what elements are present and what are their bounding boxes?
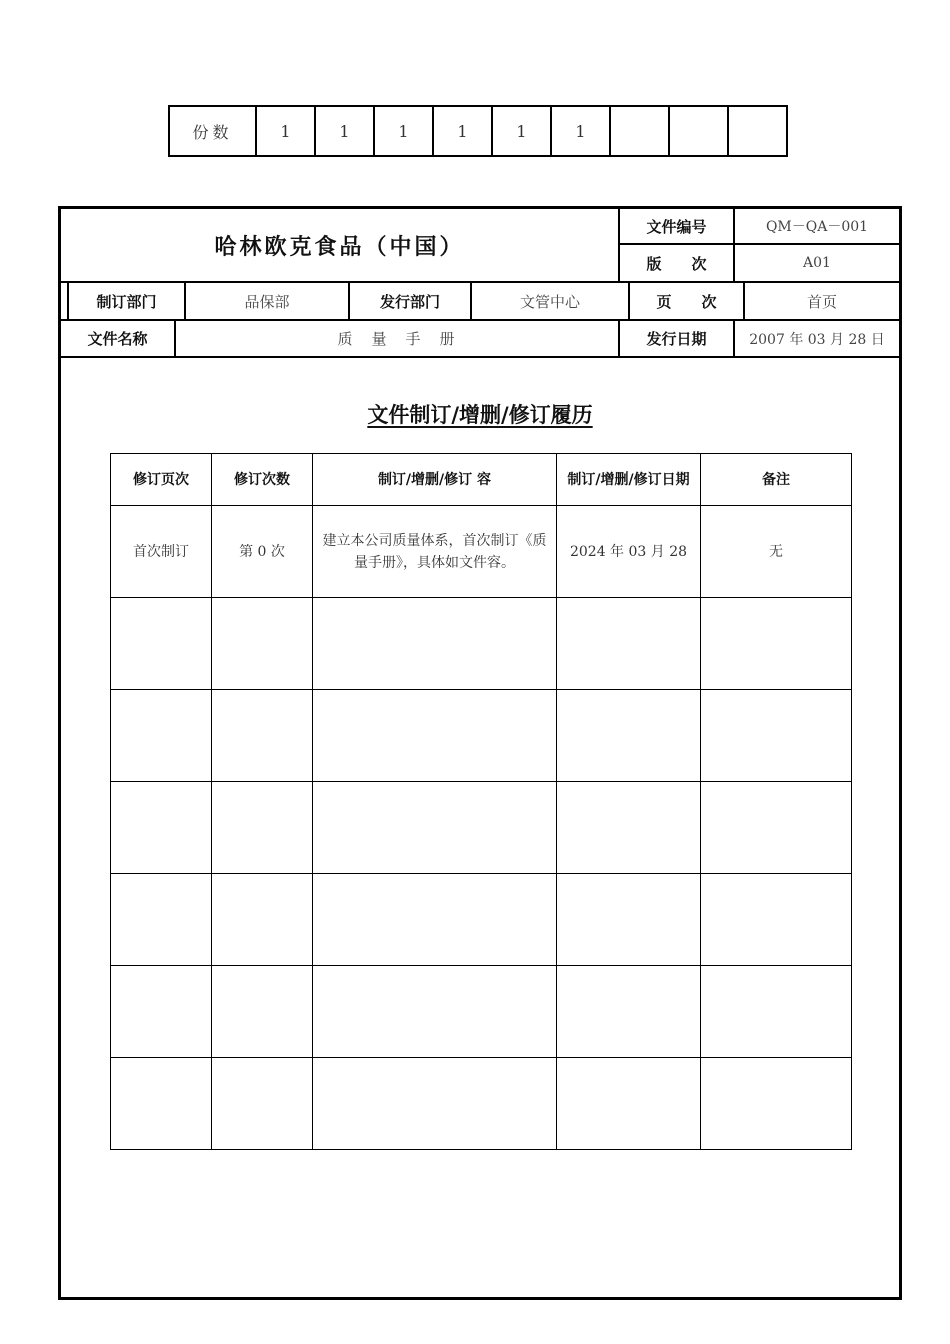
table-row <box>111 966 852 1058</box>
copies-cell <box>610 106 669 156</box>
table-row <box>111 782 852 874</box>
dept-value: 品保部 <box>186 283 350 319</box>
table-row <box>111 690 852 782</box>
table-cell <box>313 782 557 874</box>
copies-cell: 1 <box>433 106 492 156</box>
table-cell <box>111 782 212 874</box>
table-cell <box>701 874 852 966</box>
col-header: 制订/增删/修订日期 <box>557 454 701 506</box>
col-header: 修订次数 <box>212 454 313 506</box>
header-name-row <box>61 321 899 358</box>
copies-label: 份数 <box>169 106 256 156</box>
table-cell <box>701 598 852 690</box>
company-name: 哈林欧克食品（中国） <box>61 209 620 281</box>
table-cell <box>313 874 557 966</box>
issue-dept-value: 文管中心 <box>472 283 630 319</box>
page-value: 首页 <box>806 292 837 311</box>
table-cell <box>111 874 212 966</box>
history-table <box>110 453 852 1150</box>
issue-date-value: 2007 年 03 月 28 日 <box>749 331 885 348</box>
table-cell: 首次制订 <box>111 506 212 598</box>
table-row <box>111 506 852 598</box>
table-cell <box>212 598 313 690</box>
doc-no-label: 文件编号 <box>620 209 735 243</box>
table-cell <box>313 966 557 1058</box>
copies-cell <box>669 106 728 156</box>
table-cell <box>111 1058 212 1150</box>
table-row <box>111 598 852 690</box>
table-row <box>111 874 852 966</box>
table-cell <box>212 782 313 874</box>
table-cell <box>212 1058 313 1150</box>
col-header: 制订/增删/修订 容 <box>313 454 557 506</box>
table-cell <box>701 966 852 1058</box>
table-cell <box>701 782 852 874</box>
copies-cell: 1 <box>256 106 315 156</box>
table-cell <box>701 690 852 782</box>
document-frame <box>58 206 902 1300</box>
doc-no-value: QM－QA－001 <box>765 219 869 235</box>
copies-cell: 1 <box>374 106 433 156</box>
table-cell: 2024 年 03 月 28 <box>557 506 701 598</box>
page-label: 页 次 <box>630 283 745 319</box>
table-cell <box>313 690 557 782</box>
table-cell <box>111 690 212 782</box>
version-label: 版 次 <box>620 245 735 281</box>
table-cell <box>212 874 313 966</box>
dept-label: 制订部门 <box>69 283 186 319</box>
name-value: 质 量 手 册 <box>176 321 620 356</box>
table-cell <box>313 1058 557 1150</box>
table-row <box>111 1058 852 1150</box>
history-title-text: 文件制订/增删/修订履历 <box>367 403 593 427</box>
table-cell <box>557 1058 701 1150</box>
table-cell <box>701 1058 852 1150</box>
col-header: 备注 <box>701 454 852 506</box>
table-cell <box>557 782 701 874</box>
table-cell: 建立本公司质量体系，首次制订《质量手册》，具体如文件容。 <box>313 506 557 598</box>
copies-cell <box>728 106 787 156</box>
copies-cell: 1 <box>551 106 610 156</box>
col-header: 修订页次 <box>111 454 212 506</box>
table-cell <box>212 966 313 1058</box>
issue-dept-label: 发行部门 <box>350 283 472 319</box>
table-cell <box>212 690 313 782</box>
table-cell <box>111 598 212 690</box>
table-cell: 第 0 次 <box>212 506 313 598</box>
table-cell: 无 <box>701 506 852 598</box>
history-header-row <box>111 454 852 506</box>
table-cell <box>557 598 701 690</box>
table-cell <box>557 966 701 1058</box>
name-label: 文件名称 <box>61 321 176 356</box>
table-cell <box>313 598 557 690</box>
issue-date-label: 发行日期 <box>620 321 735 356</box>
copies-table <box>168 105 788 157</box>
header-top <box>61 209 899 283</box>
table-cell <box>557 874 701 966</box>
copies-cell: 1 <box>492 106 551 156</box>
history-title <box>61 399 899 429</box>
table-cell <box>557 690 701 782</box>
copies-cell: 1 <box>315 106 374 156</box>
header-dept-row <box>61 283 899 321</box>
table-cell <box>111 966 212 1058</box>
version-value: A01 <box>803 255 831 271</box>
